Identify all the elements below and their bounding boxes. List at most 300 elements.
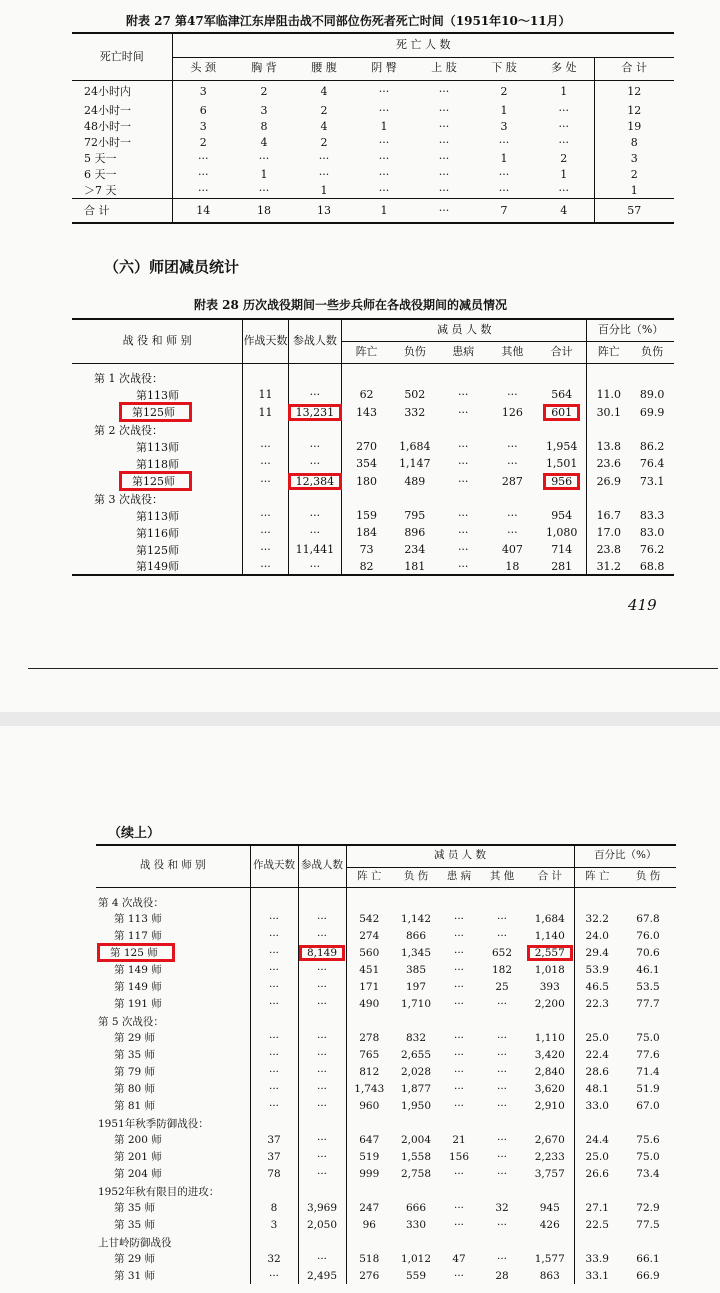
- table-row: [72, 541, 674, 558]
- cell-value: 652: [491, 946, 513, 959]
- table27-col-header: 腰 腹: [294, 57, 354, 80]
- cell-value: ···: [453, 912, 464, 925]
- cell-value: 32.2: [585, 912, 609, 925]
- table-cell: [250, 1267, 298, 1284]
- division-name: 第113师: [136, 509, 179, 523]
- table-cell: [346, 1165, 392, 1182]
- table-row: [96, 1131, 676, 1148]
- cell-value: ···: [453, 1048, 464, 1061]
- table-cell: [288, 438, 342, 455]
- total-cell: 18: [234, 199, 294, 223]
- table-cell: [392, 961, 440, 978]
- table-cell: ···: [438, 151, 450, 165]
- cell-value: ···: [268, 1048, 279, 1061]
- cell-value: 1,080: [545, 526, 578, 539]
- empty-cell: [342, 363, 391, 386]
- cell-value: ···: [507, 457, 518, 470]
- table-cell: ···: [438, 103, 450, 117]
- cell-value: ···: [496, 1048, 507, 1061]
- cell-value: 69.9: [639, 405, 665, 419]
- table-cell: [392, 1165, 440, 1182]
- group-label: 1952年秋有限目的进攻：: [96, 1182, 250, 1199]
- table-cell: [298, 1063, 346, 1080]
- empty-cell: [391, 421, 439, 438]
- cell-value: ···: [457, 440, 469, 453]
- cell-value: ···: [453, 1269, 464, 1282]
- table-cell: [620, 1046, 676, 1063]
- empty-cell: [250, 887, 298, 910]
- cell-value: ···: [316, 1252, 327, 1265]
- table-cell: [250, 910, 298, 927]
- cell-value: ···: [496, 1099, 507, 1112]
- loss-col-header: 阵亡: [342, 341, 391, 363]
- cell-value: 1,012: [400, 1252, 432, 1265]
- table-cell: [250, 1216, 298, 1233]
- division-name: 第113师: [136, 388, 179, 402]
- cell-value: 274: [359, 929, 380, 942]
- table-cell: [243, 403, 288, 421]
- cell-value: 25.0: [585, 1150, 609, 1163]
- table-cell: [488, 541, 537, 558]
- table-cell: [537, 541, 587, 558]
- table27-col-header: 头 颈: [172, 57, 234, 80]
- table-cell: 2: [260, 84, 268, 98]
- cell-value: 16.7: [596, 509, 622, 522]
- table-cell: [439, 524, 488, 541]
- table-row: [96, 910, 676, 927]
- division-name: 第 113 师: [114, 913, 162, 925]
- table-cell: [346, 1267, 392, 1284]
- table-cell: 6: [199, 103, 207, 117]
- table-cell: [440, 978, 478, 995]
- division-name: 第125师: [136, 543, 179, 557]
- table-cell: [488, 403, 537, 421]
- division-name: 第149师: [136, 560, 179, 573]
- cell-value: ···: [260, 543, 271, 556]
- table-cell: [440, 1165, 478, 1182]
- table28b-people-header: 参战人数: [298, 845, 346, 887]
- empty-cell: [298, 1182, 346, 1199]
- table-cell: [478, 1250, 526, 1267]
- row-label: ＞7 天: [72, 182, 172, 199]
- table27-col-header: 合 计: [594, 57, 674, 80]
- division-label: [72, 403, 243, 421]
- cell-value: 960: [359, 1099, 380, 1112]
- table-cell: [526, 978, 574, 995]
- cell-value: 33.1: [585, 1269, 609, 1282]
- group-label: 上甘岭防御战役: [96, 1233, 250, 1250]
- table-cell: [391, 558, 439, 575]
- table-row: [96, 927, 676, 944]
- table-cell: [440, 995, 478, 1012]
- division-label: [96, 944, 250, 961]
- table-cell: [537, 507, 587, 524]
- table-cell: 12: [627, 84, 642, 98]
- table-cell: ···: [498, 183, 510, 197]
- table-cell: 3: [199, 119, 207, 133]
- table-cell: [346, 1080, 392, 1097]
- cell-value: 945: [539, 1201, 560, 1214]
- total-cell: 14: [172, 199, 234, 223]
- table-cell: [440, 1148, 478, 1165]
- division-name: 第 204 师: [114, 1168, 162, 1180]
- table-cell: [250, 1080, 298, 1097]
- cell-value: 47: [452, 1252, 466, 1265]
- table-cell: [392, 1199, 440, 1216]
- cell-value: ···: [453, 1167, 464, 1180]
- cell-value: 407: [501, 543, 523, 556]
- empty-cell: [630, 490, 674, 507]
- loss-col-header: 其 他: [478, 867, 526, 887]
- cell-value: 159: [356, 509, 378, 522]
- total-cell: 13: [294, 199, 354, 223]
- table-cell: [574, 1148, 620, 1165]
- table-cell: 2: [320, 103, 328, 117]
- table27-col-header: 多 处: [534, 57, 594, 80]
- table-cell: [250, 961, 298, 978]
- cell-value: 67.0: [636, 1099, 660, 1112]
- table-cell: [440, 1199, 478, 1216]
- table-cell: [250, 978, 298, 995]
- cell-value: 332: [404, 405, 426, 419]
- table-cell: [391, 403, 439, 421]
- cell-value: ···: [453, 1201, 464, 1214]
- cell-value: 25: [495, 980, 509, 993]
- cell-value: 3: [270, 1218, 278, 1231]
- table-cell: [574, 1063, 620, 1080]
- table-cell: [620, 1250, 676, 1267]
- table-cell: [250, 995, 298, 1012]
- cell-value: ···: [496, 1167, 507, 1180]
- table-cell: [574, 944, 620, 961]
- table-cell: [630, 524, 674, 541]
- cell-value: ···: [309, 526, 321, 539]
- cell-value: 330: [405, 1218, 427, 1231]
- table-cell: [630, 507, 674, 524]
- cell-value: 3,620: [534, 1082, 565, 1095]
- cell-value: ···: [457, 457, 469, 470]
- table-cell: [478, 1063, 526, 1080]
- division-name: 第 117 师: [114, 930, 162, 942]
- cell-value: ···: [457, 559, 469, 573]
- table-cell: [630, 558, 674, 575]
- cell-value: 426: [539, 1218, 560, 1231]
- empty-cell: [440, 887, 478, 910]
- empty-cell: [392, 1233, 440, 1250]
- cell-value: ···: [309, 388, 321, 401]
- cell-value: 48.1: [585, 1082, 609, 1095]
- cell-value: 1,110: [534, 1031, 565, 1044]
- table-cell: [526, 1267, 574, 1284]
- table-cell: [630, 541, 674, 558]
- total-cell: ···: [414, 199, 474, 223]
- table-cell: [440, 944, 478, 961]
- cell-value: 1,743: [354, 1082, 385, 1095]
- empty-cell: [526, 1233, 574, 1250]
- table-cell: [288, 541, 342, 558]
- cell-value: ···: [507, 509, 518, 522]
- table-cell: [526, 1063, 574, 1080]
- row-label: 48小时一: [72, 118, 172, 134]
- empty-cell: [346, 1233, 392, 1250]
- table-cell: [243, 455, 288, 472]
- empty-cell: [392, 1182, 440, 1199]
- empty-cell: [478, 1114, 526, 1131]
- table-cell: [440, 910, 478, 927]
- table-row: [96, 1063, 676, 1080]
- cell-value: 182: [491, 963, 513, 976]
- table-cell: [574, 1165, 620, 1182]
- table-cell: [346, 944, 392, 961]
- empty-cell: [250, 1114, 298, 1131]
- table-row: [72, 472, 674, 490]
- cell-value: ···: [316, 1133, 327, 1146]
- cell-value: 2,655: [400, 1048, 432, 1061]
- table-cell: ···: [378, 135, 390, 149]
- table-cell: [440, 1029, 478, 1046]
- table-cell: 3: [500, 119, 508, 133]
- cell-value: 24.4: [585, 1133, 609, 1146]
- empty-cell: [440, 1182, 478, 1199]
- table-cell: 1: [534, 80, 594, 102]
- page-number: 419: [628, 596, 657, 614]
- cell-value: ···: [316, 1167, 327, 1180]
- cell-value: 27.1: [585, 1201, 609, 1214]
- cell-value: ···: [316, 1150, 327, 1163]
- table-cell: [392, 1148, 440, 1165]
- table-cell: [392, 1080, 440, 1097]
- cell-value: 73: [359, 543, 374, 556]
- table-row: [96, 1148, 676, 1165]
- empty-cell: [250, 1012, 298, 1029]
- table-cell: [342, 386, 391, 403]
- table-cell: [346, 1199, 392, 1216]
- empty-cell: [250, 1182, 298, 1199]
- cell-value: ···: [316, 980, 327, 993]
- table-cell: [574, 1097, 620, 1114]
- table-cell: [346, 961, 392, 978]
- table28-pct-header: 百分比（%）: [587, 319, 674, 341]
- cell-value: 11: [258, 388, 273, 401]
- table-row: [72, 118, 674, 134]
- table28-days-header: 作战天数: [243, 319, 288, 363]
- group-row: [96, 1233, 676, 1250]
- table-cell: [526, 1080, 574, 1097]
- table-row: [96, 1080, 676, 1097]
- highlighted-value: 956: [544, 474, 579, 489]
- table-cell: 2: [630, 167, 638, 181]
- highlighted-value: 12,384: [289, 474, 342, 489]
- table-cell: [250, 927, 298, 944]
- table-cell: [243, 438, 288, 455]
- cell-value: 197: [405, 980, 427, 993]
- empty-cell: [526, 1012, 574, 1029]
- table-row: [96, 1199, 676, 1216]
- table-cell: [488, 558, 537, 575]
- table-cell: [298, 1165, 346, 1182]
- table-cell: [620, 1063, 676, 1080]
- table-cell: [440, 1216, 478, 1233]
- table-cell: [250, 1046, 298, 1063]
- cell-value: 812: [359, 1065, 380, 1078]
- table-cell: [488, 507, 537, 524]
- cell-value: ···: [260, 457, 271, 470]
- cell-value: 11: [258, 405, 273, 419]
- table-cell: 3: [199, 84, 207, 98]
- table-cell: [250, 1131, 298, 1148]
- pct-col-header: 负 伤: [620, 867, 676, 887]
- cell-value: 171: [359, 980, 380, 993]
- table-cell: [342, 438, 391, 455]
- table-cell: [243, 524, 288, 541]
- cell-value: 832: [405, 1031, 427, 1044]
- empty-cell: [574, 1233, 620, 1250]
- cell-value: 22.5: [585, 1218, 609, 1231]
- division-label: [96, 1063, 250, 1080]
- table-cell: 1: [320, 183, 328, 197]
- cell-value: 77.7: [636, 997, 660, 1010]
- cell-value: 82: [359, 559, 374, 573]
- table-cell: [243, 472, 288, 490]
- cell-value: 156: [448, 1150, 470, 1163]
- cell-value: ···: [507, 388, 518, 401]
- division-label: [72, 455, 243, 472]
- cell-value: 83.3: [639, 509, 665, 522]
- cell-value: ···: [453, 946, 464, 959]
- division-name: 第 31 师: [114, 1270, 156, 1282]
- cell-value: 53.5: [636, 980, 660, 993]
- empty-cell: [587, 421, 631, 438]
- table-cell: [440, 1097, 478, 1114]
- cell-value: 2,910: [534, 1099, 565, 1112]
- division-label: [96, 1046, 250, 1063]
- empty-cell: [346, 1012, 392, 1029]
- empty-cell: [630, 363, 674, 386]
- cell-value: 32: [267, 1252, 281, 1265]
- total-cell: 57: [594, 199, 674, 223]
- cell-value: 66.9: [636, 1269, 660, 1282]
- cell-value: 180: [356, 474, 378, 488]
- division-name: 第 79 师: [114, 1066, 156, 1078]
- table-cell: [478, 1199, 526, 1216]
- table-cell: [346, 978, 392, 995]
- table-cell: [298, 910, 346, 927]
- table28-unit-header: 战 役 和 师 别: [72, 319, 243, 363]
- empty-cell: [342, 490, 391, 507]
- cell-value: 70.6: [636, 946, 660, 959]
- table-cell: [526, 1148, 574, 1165]
- table27-group-header: 死 亡 人 数: [172, 33, 674, 57]
- loss-col-header: 负伤: [391, 341, 439, 363]
- table-cell: [620, 1165, 676, 1182]
- table-cell: [342, 558, 391, 575]
- cell-value: 51.9: [636, 1082, 660, 1095]
- group-label: 第 4 次战役：: [96, 887, 250, 910]
- table-cell: [392, 910, 440, 927]
- division-label: [96, 1097, 250, 1114]
- cell-value: 37: [267, 1133, 281, 1146]
- empty-cell: [440, 1114, 478, 1131]
- loss-col-header: 合计: [537, 341, 587, 363]
- table-row: [72, 150, 674, 166]
- cell-value: 278: [359, 1031, 380, 1044]
- empty-cell: [537, 421, 587, 438]
- table-cell: [346, 1097, 392, 1114]
- division-label: [96, 961, 250, 978]
- table-cell: [526, 961, 574, 978]
- table-cell: [391, 472, 439, 490]
- division-name: 第118师: [136, 457, 179, 471]
- table-cell: [526, 1165, 574, 1182]
- cell-value: ···: [260, 509, 271, 522]
- cell-value: ···: [316, 1031, 327, 1044]
- group-row: [96, 1012, 676, 1029]
- cell-value: 22.3: [585, 997, 609, 1010]
- division-label: [72, 541, 243, 558]
- table-cell: ···: [318, 167, 330, 181]
- table-cell: [478, 1148, 526, 1165]
- empty-cell: [620, 1114, 676, 1131]
- table-cell: [630, 472, 674, 490]
- table-cell: ···: [378, 151, 390, 165]
- table-cell: [391, 386, 439, 403]
- table-cell: [526, 995, 574, 1012]
- division-name: 第 201 师: [114, 1151, 162, 1163]
- cell-value: 72.9: [636, 1201, 660, 1214]
- table-cell: [298, 1199, 346, 1216]
- table-cell: [620, 995, 676, 1012]
- cell-value: 33.0: [585, 1099, 609, 1112]
- cell-value: 11.0: [596, 388, 622, 401]
- table-cell: [440, 1080, 478, 1097]
- cell-value: 896: [404, 526, 426, 539]
- table28: [72, 318, 674, 576]
- cell-value: 46.1: [636, 963, 660, 976]
- cell-value: ···: [453, 1065, 464, 1078]
- table-cell: [620, 1080, 676, 1097]
- cell-value: 863: [539, 1269, 560, 1282]
- table-row: [72, 134, 674, 150]
- table27-row-header: 死亡时间: [72, 33, 172, 80]
- cell-value: 247: [359, 1201, 380, 1214]
- cell-value: ···: [268, 1082, 279, 1095]
- highlighted-value: 601: [544, 405, 579, 420]
- table28-people-header: 参战人数: [288, 319, 342, 363]
- table-cell: [537, 438, 587, 455]
- cell-value: ···: [268, 929, 279, 942]
- division-name: 第125师: [120, 403, 191, 421]
- table-cell: [537, 472, 587, 490]
- table-cell: ···: [318, 151, 330, 165]
- empty-cell: [574, 1012, 620, 1029]
- table-cell: ···: [438, 167, 450, 181]
- table-cell: [439, 507, 488, 524]
- cell-value: 1,345: [400, 946, 432, 959]
- table-cell: [298, 1097, 346, 1114]
- table-cell: ···: [534, 102, 594, 118]
- table-cell: 19: [627, 119, 642, 133]
- empty-cell: [587, 490, 631, 507]
- table-cell: 2: [320, 135, 328, 149]
- empty-cell: [243, 421, 288, 438]
- table-cell: ···: [198, 167, 209, 181]
- cell-value: 795: [404, 509, 426, 522]
- table-cell: [440, 1250, 478, 1267]
- cell-value: ···: [268, 997, 279, 1010]
- empty-cell: [243, 490, 288, 507]
- table-cell: 1: [380, 119, 388, 133]
- table-cell: [346, 1216, 392, 1233]
